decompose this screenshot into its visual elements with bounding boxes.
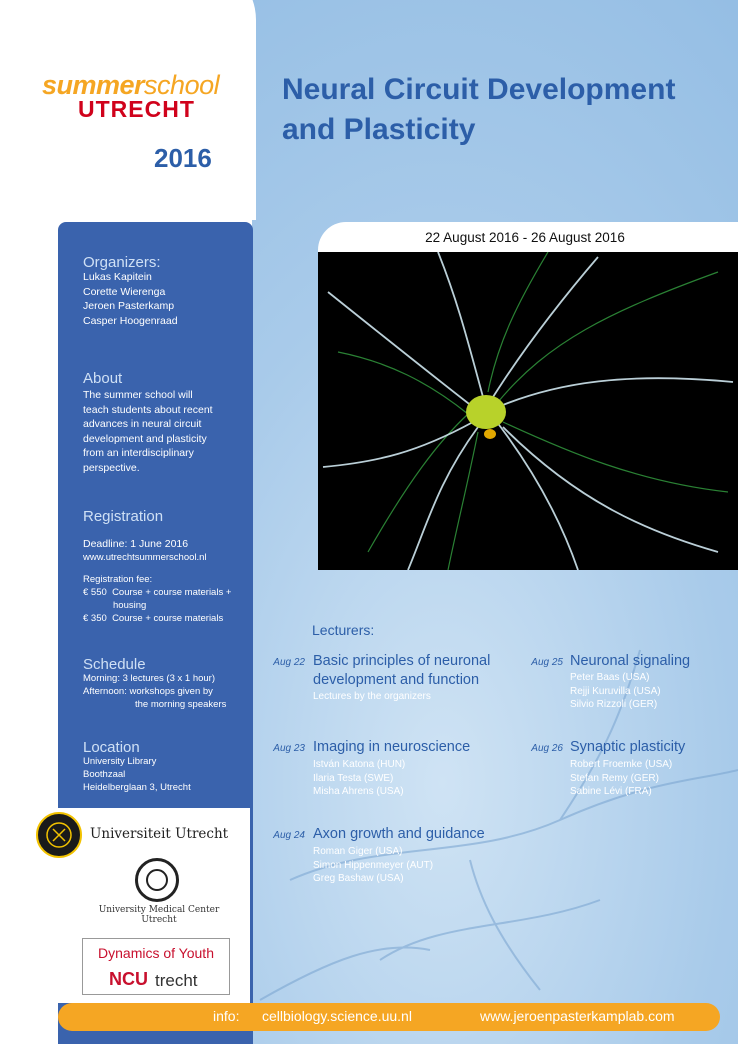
location-heading: Location	[83, 739, 140, 756]
about-heading: About	[83, 370, 123, 387]
about-text: The summer school will teach students about recent advances in neural circuit development and plasticity from an interdisciplinary perspective.	[83, 389, 213, 474]
session-day: Aug 25	[531, 657, 563, 668]
umc-logo-text: University Medical Center Utrecht	[98, 905, 220, 925]
organizers-list: Lukas Kapitein Corette Wierenga Jeroen Pasterkamp Casper Hoogenraad	[83, 271, 178, 327]
footer-link-pasterkamplab[interactable]: www.jeroenpasterkamplab.com	[480, 1008, 675, 1024]
umc-seal-icon	[135, 858, 179, 902]
utrecht-logo-text: UTRECHT	[78, 96, 195, 122]
schedule-heading: Schedule	[83, 656, 146, 673]
neuron-image	[318, 252, 738, 570]
summerschool-logo: summerschool	[42, 70, 220, 100]
session-day: Aug 24	[273, 830, 305, 841]
dynamics-of-youth-logo: Dynamics of Youth NCU trecht	[82, 938, 230, 995]
registration-info: Deadline: 1 June 2016 www.utrechtsummerschool.nl Registration fee: € 550 Course + course materials + housing € 350 Course + course materials	[83, 538, 232, 624]
session-title: Imaging in neuroscience	[313, 739, 471, 755]
session-title: Synaptic plasticity	[570, 739, 686, 755]
session-speakers: István Katona (HUN) Ilaria Testa (SWE) Misha Ahrens (USA)	[313, 759, 406, 797]
uu-logo-text: Universiteit Utrecht	[90, 826, 229, 842]
session-title: Basic principles of neuronal development and function	[313, 653, 491, 688]
location-info: University Library Boothzaal Heidelberglaan 3, Utrecht	[83, 756, 191, 793]
session-speakers: Robert Froemke (USA) Stefan Remy (GER) Sabine Lévi (FRA)	[570, 759, 673, 797]
uu-seal-icon	[36, 812, 82, 858]
footer-bar	[58, 1003, 720, 1031]
hero-image-panel	[318, 222, 738, 570]
session-speakers: Roman Giger (USA) Simon Hippenmeyer (AUT) Greg Bashaw (USA)	[313, 846, 434, 884]
session-day: Aug 22	[273, 657, 305, 668]
session-speakers: Lectures by the organizers	[313, 691, 431, 702]
year: 2016	[154, 143, 212, 173]
session-title: Axon growth and guidance	[313, 826, 485, 842]
schedule-info: Morning: 3 lectures (3 x 1 hour) Afternoon: workshops given by the morning speakers	[83, 673, 227, 710]
session-speakers: Peter Baas (USA) Rejji Kuruvilla (USA) Silvio Rizzoli (GER)	[570, 672, 661, 710]
registration-heading: Registration	[83, 508, 164, 525]
ncu-logo-text: NCU	[109, 969, 148, 989]
registration-url[interactable]: www.utrechtsummerschool.nl	[83, 552, 207, 563]
footer-info-label: info:	[213, 1008, 240, 1024]
page-title: Neural Circuit Development and Plasticity	[282, 73, 676, 146]
lecturers-heading: Lecturers:	[312, 622, 375, 638]
session-day: Aug 23	[273, 743, 305, 754]
event-dates: 22 August 2016 - 26 August 2016	[425, 230, 625, 245]
session-day: Aug 26	[531, 743, 563, 754]
footer-link-cellbiology[interactable]: cellbiology.science.uu.nl	[262, 1008, 412, 1024]
session-title: Neuronal signaling	[570, 653, 691, 669]
organizers-heading: Organizers:	[83, 254, 161, 271]
